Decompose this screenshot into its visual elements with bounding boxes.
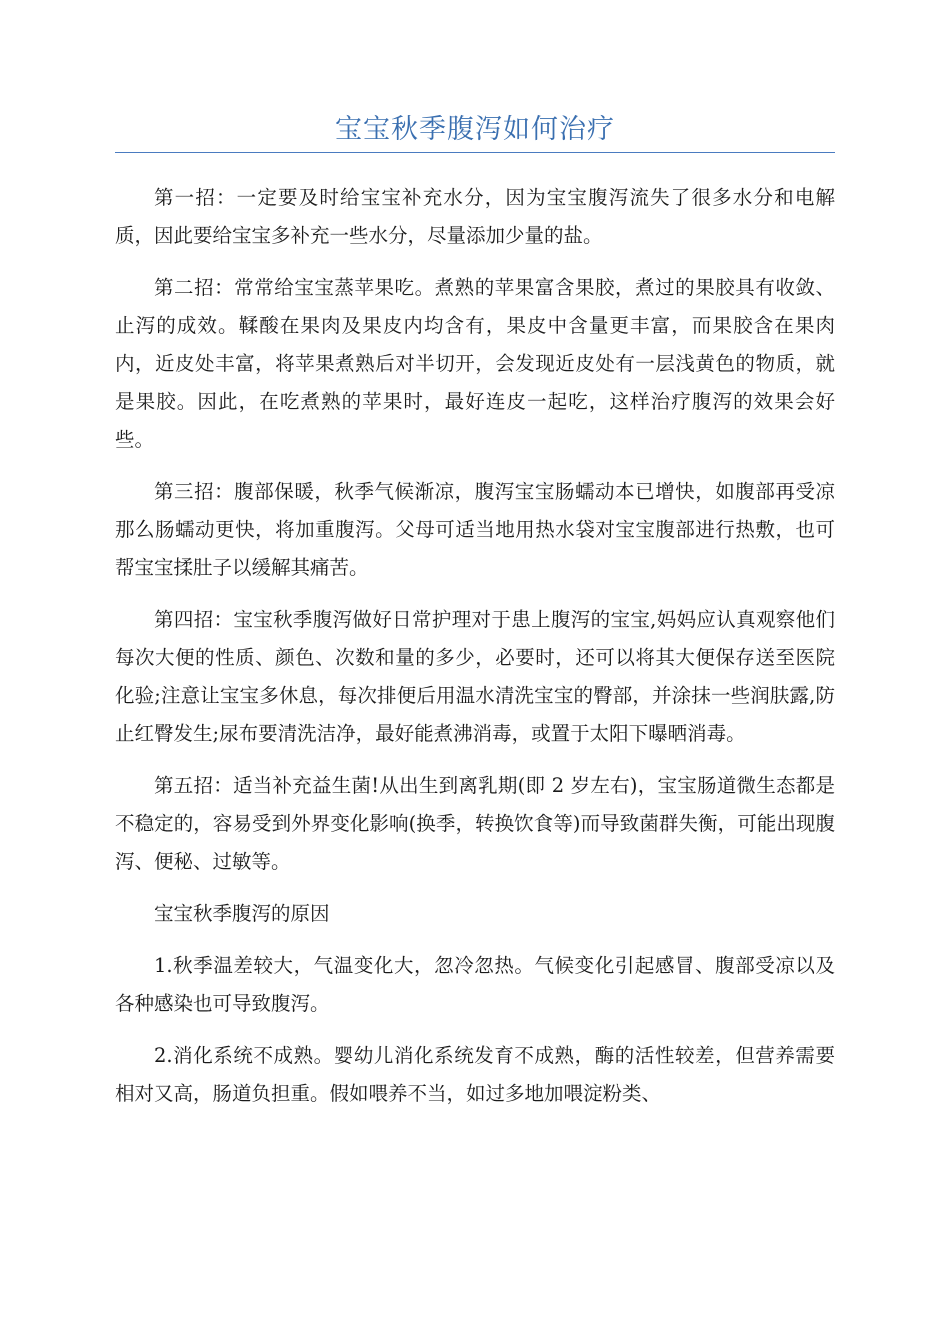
paragraph-tip-2: 第二招：常常给宝宝蒸苹果吃。煮熟的苹果富含果胶，煮过的果胶具有收敛、止泻的成效。鞣酸在果肉及果皮内均含有，果皮中含量更丰富，而果胶含在果肉内，近皮处丰富，将苹果煮熟后对半切开，会发现近皮处有一层浅黄色的物质，就是果胶。因此，在吃煮熟的苹果时，最好连皮一起吃，这样治疗腹泻的效果会好些。 xyxy=(115,276,835,451)
paragraph-tip-4: 第四招：宝宝秋季腹泻做好日常护理对于患上腹泻的宝宝,妈妈应认真观察他们每次大便的性质、颜色、次数和量的多少，必要时，还可以将其大便保存送至医院化验;注意让宝宝多休息，每次排便后用温水清洗宝宝的臀部，并涂抹一些润肤露,防止红臀发生;尿布要清洗洁净，最好能煮沸消毒，或置于太阳下曝晒消毒。 xyxy=(115,608,835,745)
paragraph-tip-1: 第一招：一定要及时给宝宝补充水分，因为宝宝腹泻流失了很多水分和电解质，因此要给宝宝多补充一些水分，尽量添加少量的盐。 xyxy=(115,186,835,247)
document-title: 宝宝秋季腹泻如何治疗 xyxy=(335,114,615,145)
document-page xyxy=(115,110,835,1127)
section-heading-causes: 宝宝秋季腹泻的原因 xyxy=(154,902,330,925)
paragraph-cause-1: 1.秋季温差较大，气温变化大，忽冷忽热。气候变化引起感冒、腹部受凉以及各种感染也可导致腹泻。 xyxy=(115,954,835,1015)
title-underline xyxy=(115,152,835,153)
paragraph-tip-5: 第五招：适当补充益生菌!从出生到离乳期(即 2 岁左右)，宝宝肠道微生态都是不稳定的，容易受到外界变化影响(换季，转换饮食等)而导致菌群失衡，可能出现腹泻、便秘、过敏等。 xyxy=(115,774,835,873)
paragraph-tip-3: 第三招：腹部保暖，秋季气候渐凉，腹泻宝宝肠蠕动本已增快，如腹部再受凉那么肠蠕动更快，将加重腹泻。父母可适当地用热水袋对宝宝腹部进行热敷，也可帮宝宝揉肚子以缓解其痛苦。 xyxy=(115,480,835,579)
paragraph-cause-2: 2.消化系统不成熟。婴幼儿消化系统发育不成熟，酶的活性较差，但营养需要相对又高，肠道负担重。假如喂养不当，如过多地加喂淀粉类、 xyxy=(115,1044,835,1105)
